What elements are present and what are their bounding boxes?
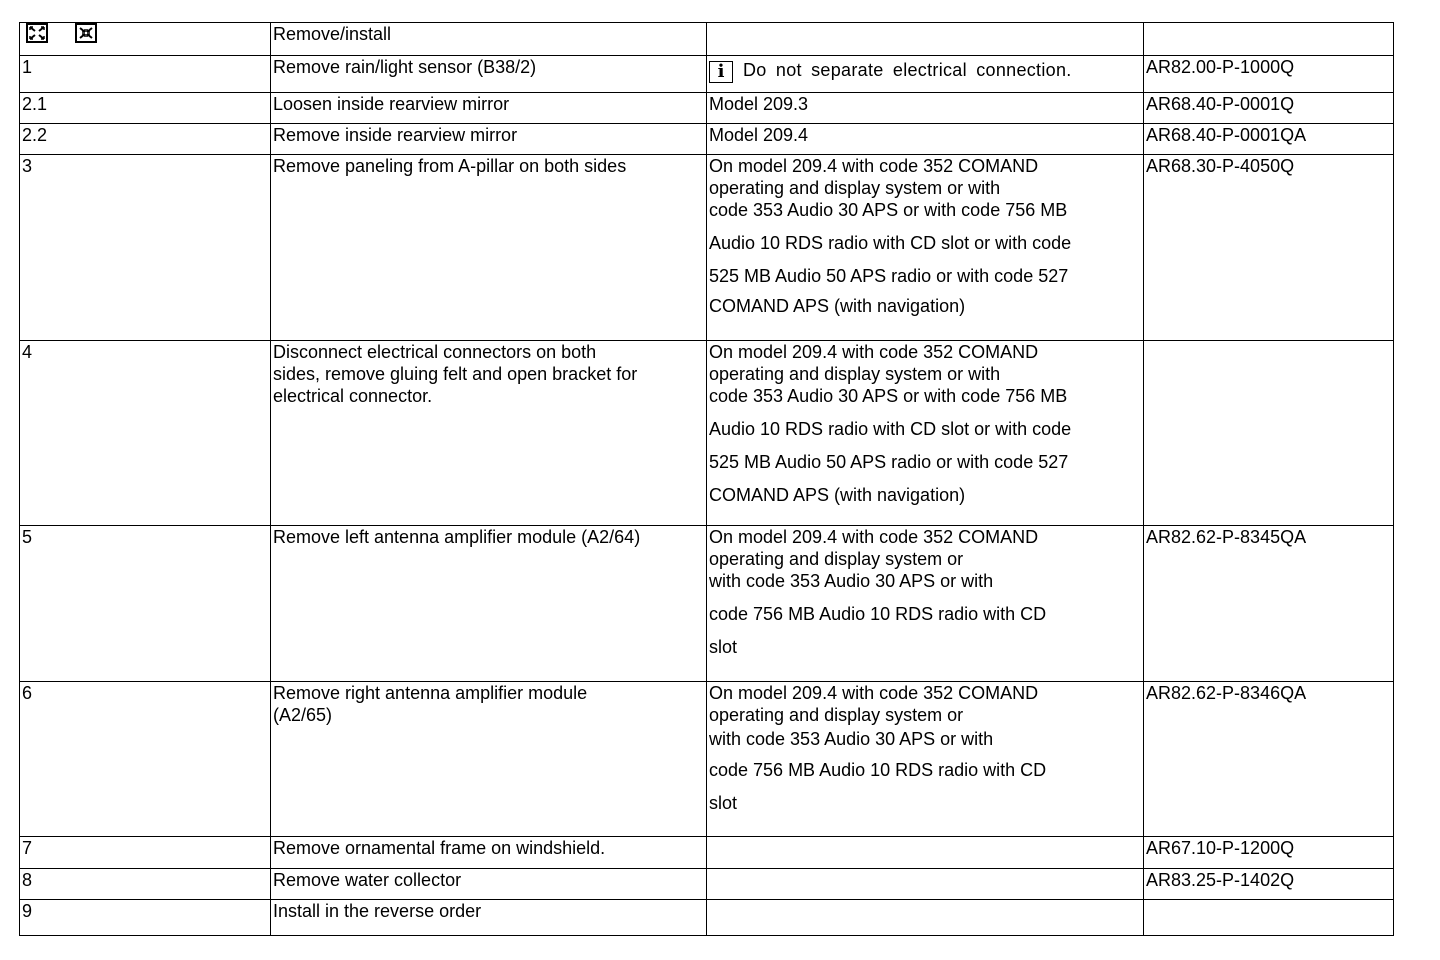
step-ref[interactable]: AR68.40-P-0001Q (1144, 93, 1394, 124)
step-note: Model 209.4 (707, 124, 1144, 155)
procedure-table (19, 22, 1394, 936)
table-row (20, 124, 1394, 155)
step-ref[interactable]: AR68.30-P-4050Q (1144, 155, 1394, 341)
step-note: On model 209.4 with code 352 COMAND operating and display system or with code 353 Audio 30 APS or with code 756 MB Audio 10 RDS radio with CD slot or with code 525 MB Audio 50 APS radio or with code 527 COMAND APS (with navigation) (707, 341, 1144, 526)
step-action: Loosen inside rearview mirror (271, 93, 707, 124)
step-note: Model 209.3 (707, 93, 1144, 124)
step-action: Disconnect electrical connectors on both sides, remove gluing felt and open bracket for electrical connector. (271, 341, 707, 526)
step-number: 9 (20, 900, 271, 936)
step-ref[interactable]: AR68.40-P-0001QA (1144, 124, 1394, 155)
step-action: Remove inside rearview mirror (271, 124, 707, 155)
step-note (707, 869, 1144, 900)
info-icon: i (709, 61, 733, 83)
step-ref (1144, 341, 1394, 526)
step-note (707, 900, 1144, 936)
header-title: Remove/install (271, 23, 707, 56)
step-note: i Do not separate electrical connection. (707, 56, 1144, 93)
step-ref[interactable]: AR67.10-P-1200Q (1144, 837, 1394, 869)
collapse-arrows-icon[interactable] (26, 23, 48, 43)
table-row (20, 837, 1394, 869)
step-action: Remove ornamental frame on windshield. (271, 837, 707, 869)
step-action: Remove water collector (271, 869, 707, 900)
table-row (20, 682, 1394, 837)
step-ref (1144, 900, 1394, 936)
table-row (20, 869, 1394, 900)
step-ref[interactable]: AR82.62-P-8346QA (1144, 682, 1394, 837)
header-icons-cell (20, 23, 271, 56)
step-number: 5 (20, 526, 271, 682)
table-row (20, 526, 1394, 682)
step-number: 1 (20, 56, 271, 93)
step-number: 3 (20, 155, 271, 341)
step-note (707, 837, 1144, 869)
step-note: On model 209.4 with code 352 COMAND operating and display system or with code 353 Audio 30 APS or with code 756 MB Audio 10 RDS radio with CD slot or with code 525 MB Audio 50 APS radio or with code 527 COMAND APS (with navigation) (707, 155, 1144, 341)
step-action: Remove rain/light sensor (B38/2) (271, 56, 707, 93)
step-number: 4 (20, 341, 271, 526)
step-number: 2.2 (20, 124, 271, 155)
step-note: On model 209.4 with code 352 COMAND operating and display system or with code 353 Audio 30 APS or with code 756 MB Audio 10 RDS radio with CD slot (707, 526, 1144, 682)
step-action: Remove right antenna amplifier module (A2/65) (271, 682, 707, 837)
step-ref[interactable]: AR82.62-P-8345QA (1144, 526, 1394, 682)
step-number: 6 (20, 682, 271, 837)
table-row (20, 155, 1394, 341)
table-row (20, 341, 1394, 526)
collapse-arrows-icon[interactable] (75, 23, 97, 43)
table-row (20, 56, 1394, 93)
step-number: 7 (20, 837, 271, 869)
table-row (20, 93, 1394, 124)
step-action: Remove left antenna amplifier module (A2/64) (271, 526, 707, 682)
step-action: Remove paneling from A-pillar on both sides (271, 155, 707, 341)
table-header-row (20, 23, 1394, 56)
step-number: 2.1 (20, 93, 271, 124)
step-action: Install in the reverse order (271, 900, 707, 936)
table-row (20, 900, 1394, 936)
step-number: 8 (20, 869, 271, 900)
step-ref[interactable]: AR83.25-P-1402Q (1144, 869, 1394, 900)
step-ref[interactable]: AR82.00-P-1000Q (1144, 56, 1394, 93)
step-note: On model 209.4 with code 352 COMAND operating and display system or with code 353 Audio 30 APS or with code 756 MB Audio 10 RDS radio with CD slot (707, 682, 1144, 837)
